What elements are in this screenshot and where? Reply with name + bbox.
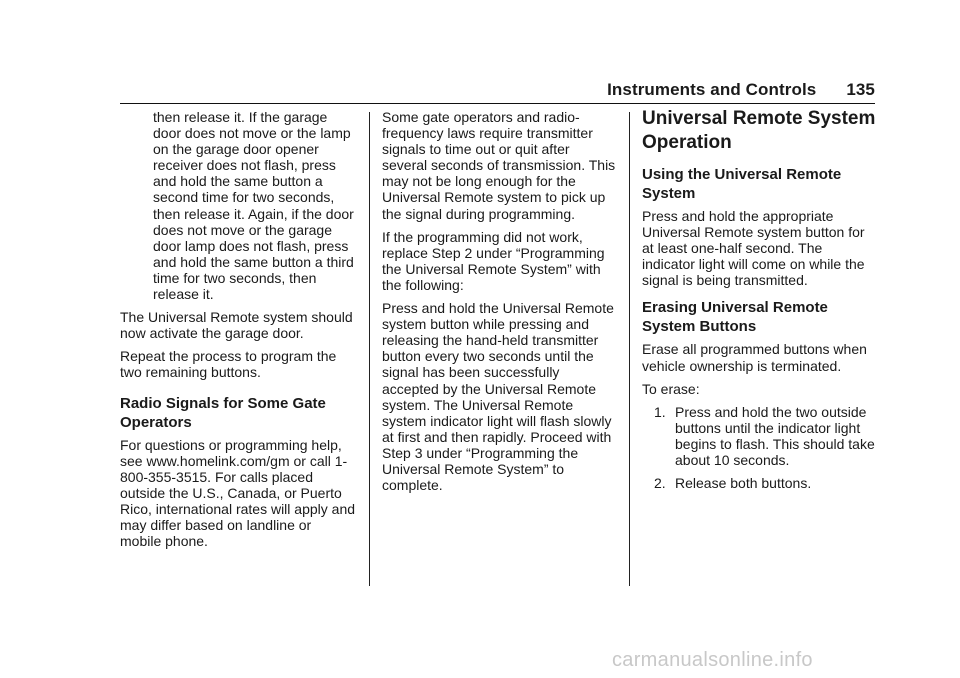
header-rule	[120, 103, 875, 104]
paragraph: Erase all programmed buttons when vehicle ownership is terminated.	[642, 341, 867, 374]
column-divider-1	[369, 112, 370, 586]
paragraph: To erase:	[642, 380, 700, 397]
subheading: Using the Universal Remote System	[642, 166, 842, 202]
page-header	[120, 80, 875, 102]
paragraph: Press and hold the appropriate Universal Remote system button for at least one-half second. The indicator light will come on while the signal is being transmitted.	[642, 208, 865, 289]
subheading: Erasing Universal Remote System Buttons	[642, 299, 828, 336]
column-2	[382, 109, 618, 500]
paragraph: Repeat the process to program the two remaining buttons.	[120, 348, 337, 381]
step-text: Release both buttons.	[675, 475, 812, 492]
paragraph: If the programming did not work, replace Step 2 under “Programming the Universal Remote System” with the following:	[382, 228, 605, 293]
erase-steps-list	[642, 404, 876, 491]
paragraph: The Universal Remote system should now activate the garage door.	[120, 309, 353, 342]
step-number: 2.	[654, 475, 666, 492]
column-divider-2	[629, 112, 630, 586]
list-item	[642, 404, 876, 468]
paragraph: Press and hold the Universal Remote system button while pressing and releasing the hand-held transmitter button every two seconds until the signal has been successfully accepted by the Universal Remote system. The Universal Remote system indicator light will flash slowly at first and then rapidly. Proceed with Step 3 under “Programming the Universal Remote System” to complete.	[382, 300, 614, 494]
section-title: Universal Remote System Operation	[642, 108, 876, 153]
watermark: carmanualsonline.info	[612, 649, 813, 671]
page-number: 135	[846, 80, 875, 99]
paragraph: Some gate operators and radio-frequency laws require transmitter signals to time out or quit after several seconds of transmission. This may not be long enough for the Universal Remote system to pick up the signal during programming.	[382, 109, 616, 222]
step-number: 1.	[654, 403, 666, 420]
column-3	[642, 109, 876, 498]
list-item	[642, 475, 876, 491]
paragraph: For questions or programming help, see www.homelink.com/gm or call 1-800-355-3515. For calls placed outside the U.S., Canada, or Puerto Rico, international rates will apply and may differ based on landline or mobile phone.	[120, 436, 356, 550]
column-1	[120, 109, 356, 556]
step-continued: then release it. If the garage door does not move or the lamp on the garage door opener receiver does not flash, press and hold the same button a second time for two seconds, then release it. Again, if the door does not move or the garage door lamp does not flash, press and hold the same button a third time for two seconds, then release it.	[153, 109, 354, 303]
header-title: Instruments and Controls	[607, 80, 817, 99]
step-text: Press and hold the two outside buttons until the indicator light begins to flash. This should take about 10 seconds.	[675, 403, 875, 469]
subheading: Radio Signals for Some Gate Operators	[120, 394, 326, 431]
